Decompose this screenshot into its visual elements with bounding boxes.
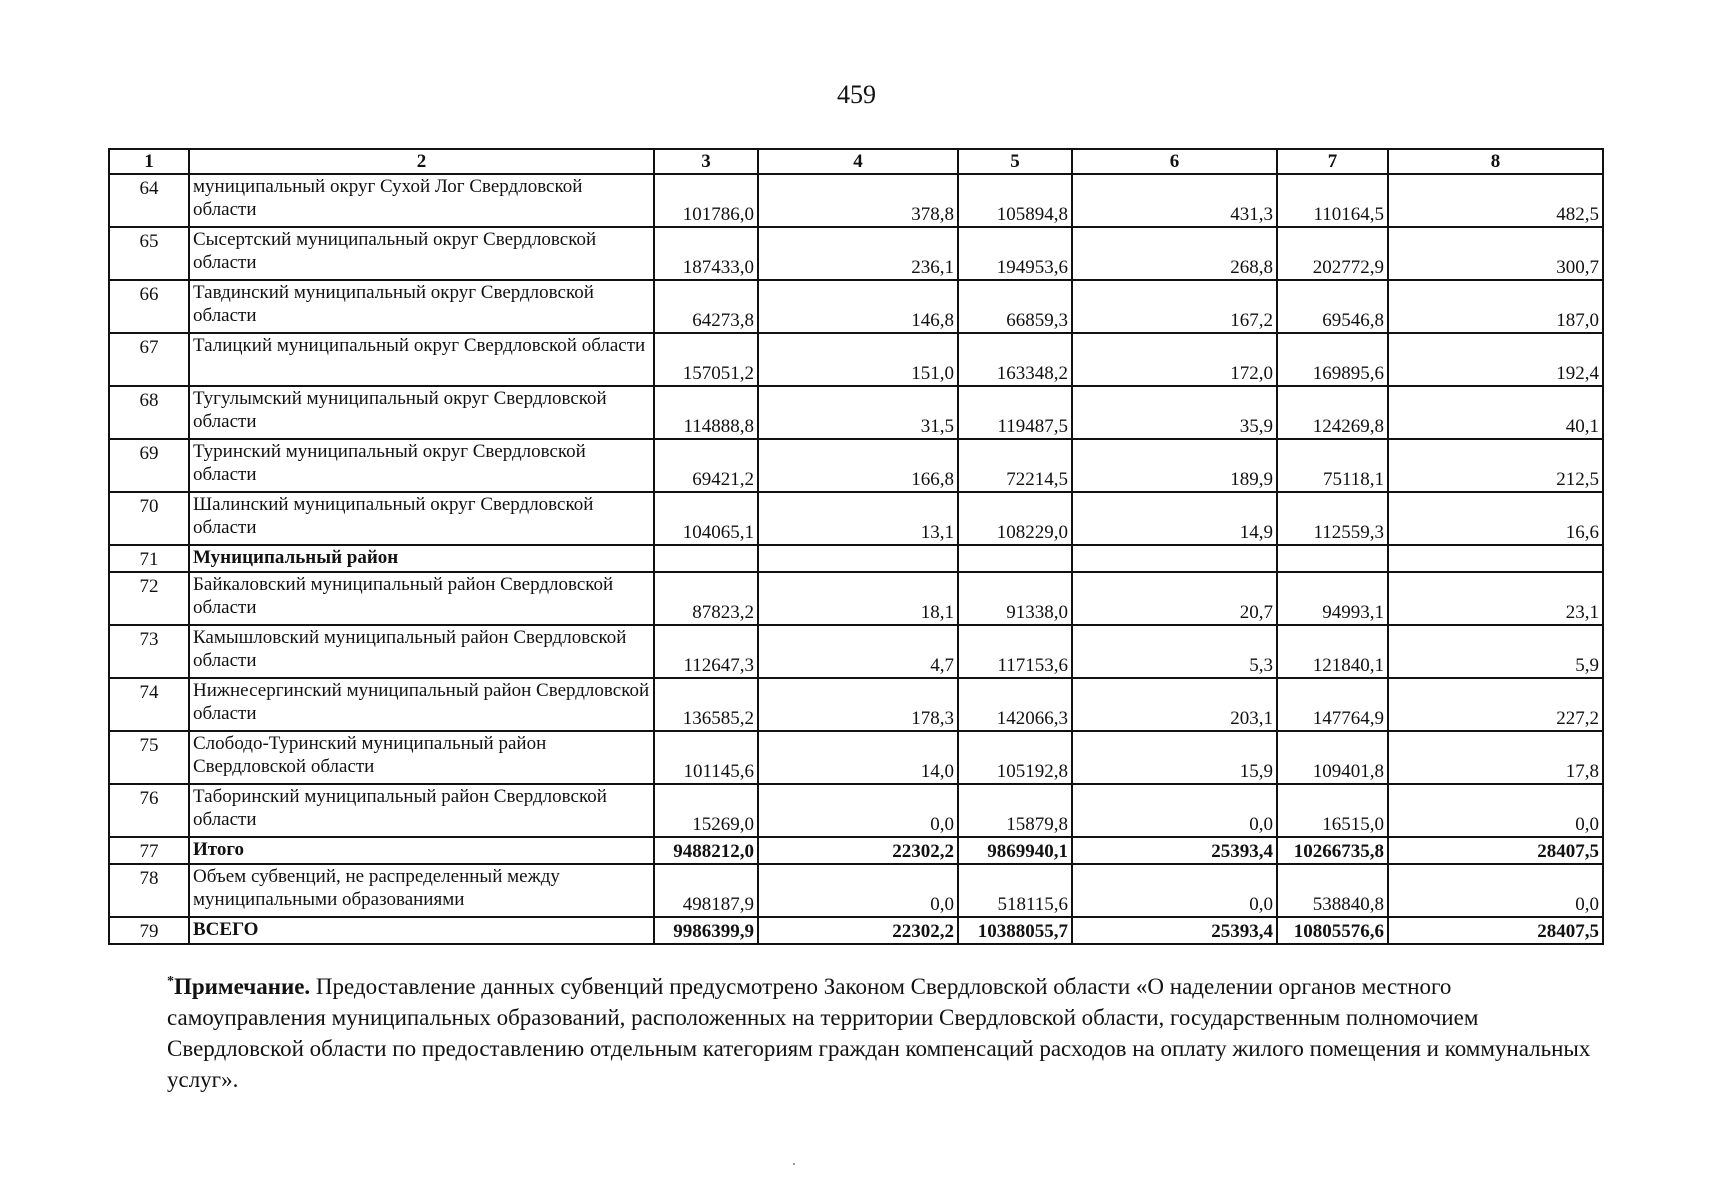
municipality-name-cell: Камышловский муниципальный район Свердловской области [189, 625, 654, 678]
value-cell-c6: 25393,4 [1072, 837, 1277, 864]
value-cell-c4: 22302,2 [758, 837, 958, 864]
value-cell-c3: 15269,0 [654, 784, 758, 837]
value-cell-c8: 0,0 [1388, 864, 1603, 917]
value-cell-c5 [958, 545, 1072, 572]
footnote-text: Предоставление данных субвенций предусмотрено Законом Свердловской области «О наделении органов местного самоуправления муниципальных образований, расположенных на территории Свердловской области, государственным полномочием Свердловской области по предоставлению отдельным категориям граждан компенсаций расходов на оплату жилого помещения и коммунальных услуг». [167, 974, 1591, 1092]
value-cell-c6: 203,1 [1072, 678, 1277, 731]
row-number-cell: 75 [109, 731, 189, 784]
column-header: 1 [109, 149, 189, 174]
municipality-name-cell: Шалинский муниципальный округ Свердловской области [189, 492, 654, 545]
value-cell-c3: 64273,8 [654, 280, 758, 333]
value-cell-c4: 378,8 [758, 174, 958, 227]
value-cell-c7: 75118,1 [1277, 439, 1388, 492]
row-number-cell: 77 [109, 837, 189, 864]
row-number-cell: 65 [109, 227, 189, 280]
table-row [109, 837, 1603, 864]
value-cell-c7: 10805576,6 [1277, 917, 1388, 944]
municipality-name-cell: ВСЕГО [189, 917, 654, 944]
value-cell-c8: 17,8 [1388, 731, 1603, 784]
value-cell-c3: 114888,8 [654, 386, 758, 439]
value-cell-c6: 172,0 [1072, 333, 1277, 386]
value-cell-c6: 189,9 [1072, 439, 1277, 492]
value-cell-c8: 482,5 [1388, 174, 1603, 227]
value-cell-c5: 72214,5 [958, 439, 1072, 492]
value-cell-c3: 9986399,9 [654, 917, 758, 944]
value-cell-c8: 227,2 [1388, 678, 1603, 731]
value-cell-c8: 212,5 [1388, 439, 1603, 492]
value-cell-c3: 187433,0 [654, 227, 758, 280]
row-number-cell: 79 [109, 917, 189, 944]
row-number-cell: 71 [109, 545, 189, 572]
column-header: 8 [1388, 149, 1603, 174]
value-cell-c5: 105192,8 [958, 731, 1072, 784]
value-cell-c5: 9869940,1 [958, 837, 1072, 864]
value-cell-c6: 14,9 [1072, 492, 1277, 545]
municipality-name-cell: Итого [189, 837, 654, 864]
value-cell-c8 [1388, 545, 1603, 572]
column-header: 3 [654, 149, 758, 174]
value-cell-c6: 0,0 [1072, 784, 1277, 837]
column-header: 5 [958, 149, 1072, 174]
table-row [109, 784, 1603, 837]
value-cell-c8: 0,0 [1388, 784, 1603, 837]
value-cell-c4: 236,1 [758, 227, 958, 280]
row-number-cell: 76 [109, 784, 189, 837]
municipality-name-cell: Байкаловский муниципальный район Свердловской области [189, 572, 654, 625]
footnote-marker: * [167, 974, 174, 989]
value-cell-c3: 69421,2 [654, 439, 758, 492]
value-cell-c4 [758, 545, 958, 572]
value-cell-c6: 15,9 [1072, 731, 1277, 784]
value-cell-c5: 163348,2 [958, 333, 1072, 386]
value-cell-c5: 117153,6 [958, 625, 1072, 678]
table-body [109, 174, 1603, 944]
value-cell-c7: 112559,3 [1277, 492, 1388, 545]
value-cell-c7: 94993,1 [1277, 572, 1388, 625]
value-cell-c8: 16,6 [1388, 492, 1603, 545]
value-cell-c8: 28407,5 [1388, 917, 1603, 944]
row-number-cell: 74 [109, 678, 189, 731]
value-cell-c7: 16515,0 [1277, 784, 1388, 837]
table-row [109, 333, 1603, 386]
table-row [109, 174, 1603, 227]
value-cell-c3: 101786,0 [654, 174, 758, 227]
row-number-cell: 67 [109, 333, 189, 386]
value-cell-c8: 28407,5 [1388, 837, 1603, 864]
value-cell-c6: 0,0 [1072, 864, 1277, 917]
table-row [109, 227, 1603, 280]
row-number-cell: 72 [109, 572, 189, 625]
value-cell-c6: 431,3 [1072, 174, 1277, 227]
column-header: 6 [1072, 149, 1277, 174]
value-cell-c6: 268,8 [1072, 227, 1277, 280]
municipality-name-cell: Талицкий муниципальный округ Свердловской области [189, 333, 654, 386]
value-cell-c4: 18,1 [758, 572, 958, 625]
row-number-cell: 69 [109, 439, 189, 492]
municipality-name-cell: Сысертский муниципальный округ Свердловской области [189, 227, 654, 280]
value-cell-c7: 538840,8 [1277, 864, 1388, 917]
row-number-cell: 66 [109, 280, 189, 333]
value-cell-c7: 110164,5 [1277, 174, 1388, 227]
table-row [109, 625, 1603, 678]
value-cell-c8: 23,1 [1388, 572, 1603, 625]
municipality-name-cell: Муниципальный район [189, 545, 654, 572]
value-cell-c5: 10388055,7 [958, 917, 1072, 944]
table-row [109, 678, 1603, 731]
table-row [109, 439, 1603, 492]
value-cell-c8: 187,0 [1388, 280, 1603, 333]
value-cell-c3: 112647,3 [654, 625, 758, 678]
value-cell-c7: 69546,8 [1277, 280, 1388, 333]
value-cell-c5: 194953,6 [958, 227, 1072, 280]
subsidies-table [108, 148, 1604, 945]
column-header: 7 [1277, 149, 1388, 174]
value-cell-c6: 35,9 [1072, 386, 1277, 439]
row-number-cell: 70 [109, 492, 189, 545]
footnote-label: Примечание. [174, 974, 311, 999]
value-cell-c4: 178,3 [758, 678, 958, 731]
value-cell-c5: 105894,8 [958, 174, 1072, 227]
value-cell-c4: 0,0 [758, 784, 958, 837]
value-cell-c3: 136585,2 [654, 678, 758, 731]
column-header: 4 [758, 149, 958, 174]
value-cell-c8: 192,4 [1388, 333, 1603, 386]
value-cell-c6: 5,3 [1072, 625, 1277, 678]
value-cell-c5: 15879,8 [958, 784, 1072, 837]
table-row [109, 280, 1603, 333]
value-cell-c4: 31,5 [758, 386, 958, 439]
municipality-name-cell: Тавдинский муниципальный округ Свердловской области [189, 280, 654, 333]
value-cell-c7: 121840,1 [1277, 625, 1388, 678]
municipality-name-cell: Нижнесергинский муниципальный район Свердловской области [189, 678, 654, 731]
table-row [109, 572, 1603, 625]
value-cell-c4: 146,8 [758, 280, 958, 333]
value-cell-c7: 124269,8 [1277, 386, 1388, 439]
value-cell-c6: 25393,4 [1072, 917, 1277, 944]
value-cell-c4: 0,0 [758, 864, 958, 917]
table-row [109, 864, 1603, 917]
value-cell-c6 [1072, 545, 1277, 572]
value-cell-c4: 13,1 [758, 492, 958, 545]
value-cell-c3: 104065,1 [654, 492, 758, 545]
table-row [109, 492, 1603, 545]
scan-speck [793, 1163, 795, 1165]
value-cell-c5: 518115,6 [958, 864, 1072, 917]
value-cell-c6: 20,7 [1072, 572, 1277, 625]
table-header-row [109, 149, 1603, 174]
page-number: 459 [837, 80, 876, 109]
value-cell-c7: 147764,9 [1277, 678, 1388, 731]
value-cell-c4: 151,0 [758, 333, 958, 386]
municipality-name-cell: Тугулымский муниципальный округ Свердловской области [189, 386, 654, 439]
value-cell-c7: 109401,8 [1277, 731, 1388, 784]
value-cell-c5: 108229,0 [958, 492, 1072, 545]
table-row [109, 731, 1603, 784]
municipality-name-cell: муниципальный округ Сухой Лог Свердловской области [189, 174, 654, 227]
value-cell-c3: 498187,9 [654, 864, 758, 917]
value-cell-c8: 300,7 [1388, 227, 1603, 280]
row-number-cell: 73 [109, 625, 189, 678]
value-cell-c6: 167,2 [1072, 280, 1277, 333]
value-cell-c7: 10266735,8 [1277, 837, 1388, 864]
row-number-cell: 68 [109, 386, 189, 439]
table-row [109, 386, 1603, 439]
value-cell-c7: 169895,6 [1277, 333, 1388, 386]
municipality-name-cell: Объем субвенций, не распределенный между муниципальными образованиями [189, 864, 654, 917]
column-header: 2 [189, 149, 654, 174]
value-cell-c5: 91338,0 [958, 572, 1072, 625]
table-row [109, 545, 1603, 572]
value-cell-c3 [654, 545, 758, 572]
value-cell-c4: 22302,2 [758, 917, 958, 944]
value-cell-c3: 157051,2 [654, 333, 758, 386]
table-row [109, 917, 1603, 944]
value-cell-c8: 40,1 [1388, 386, 1603, 439]
value-cell-c5: 142066,3 [958, 678, 1072, 731]
value-cell-c4: 4,7 [758, 625, 958, 678]
value-cell-c4: 166,8 [758, 439, 958, 492]
row-number-cell: 78 [109, 864, 189, 917]
value-cell-c3: 87823,2 [654, 572, 758, 625]
value-cell-c8: 5,9 [1388, 625, 1603, 678]
value-cell-c7 [1277, 545, 1388, 572]
value-cell-c7: 202772,9 [1277, 227, 1388, 280]
municipality-name-cell: Слободо-Туринский муниципальный район Свердловской области [189, 731, 654, 784]
municipality-name-cell: Таборинский муниципальный район Свердловской области [189, 784, 654, 837]
municipality-name-cell: Туринский муниципальный округ Свердловской области [189, 439, 654, 492]
value-cell-c5: 119487,5 [958, 386, 1072, 439]
footnote [112, 966, 1602, 1095]
row-number-cell: 64 [109, 174, 189, 227]
value-cell-c4: 14,0 [758, 731, 958, 784]
value-cell-c3: 9488212,0 [654, 837, 758, 864]
value-cell-c5: 66859,3 [958, 280, 1072, 333]
value-cell-c3: 101145,6 [654, 731, 758, 784]
